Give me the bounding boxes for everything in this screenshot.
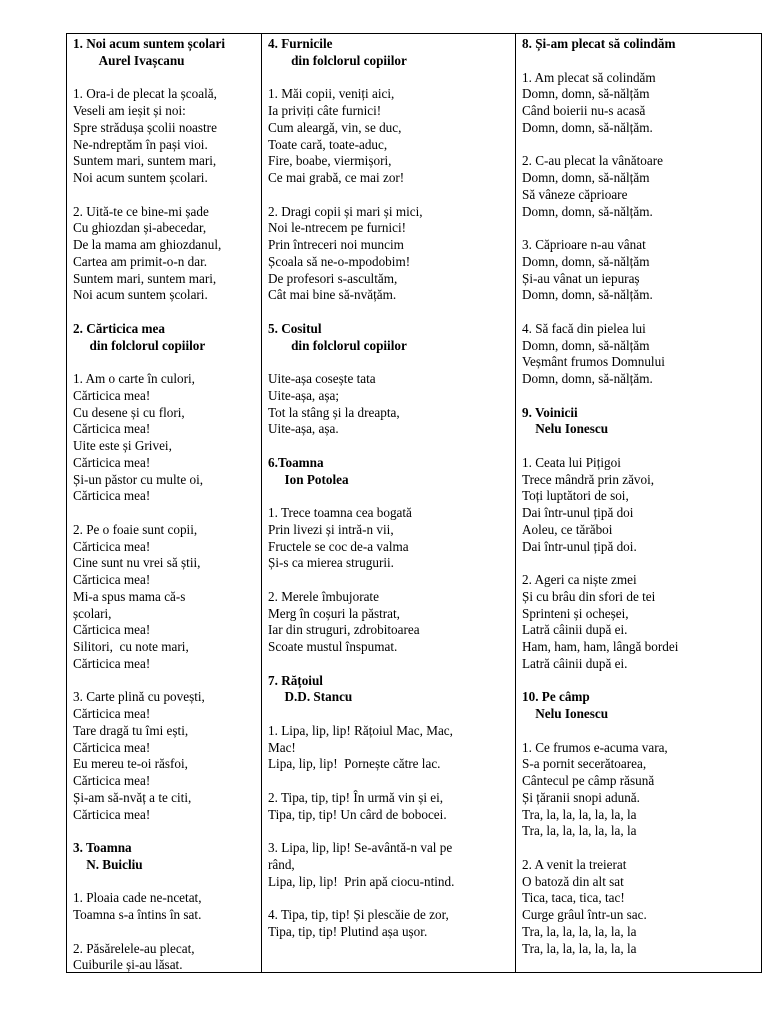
stanza: [73, 371, 261, 505]
verse-line: Cărticica mea!: [73, 454, 151, 470]
verse-line: 2. Tipa, tip, tip! În urmă vin și ei,: [268, 789, 444, 805]
verse-line: Lipa, lip, lip! Pornește către lac.: [268, 756, 441, 772]
verse-line: 3. Lipa, lip, lip! Se-avântă-n val pe: [268, 840, 453, 855]
stanza: [268, 840, 515, 890]
verse-line: 1. Am plecat să colindăm: [522, 69, 656, 85]
verse-line: Tipa, tip, tip! Un cârd de bobocei.: [268, 806, 447, 822]
poem: [268, 673, 515, 941]
poem: [522, 405, 761, 673]
verse-line: Tica, taca, tica, tac!: [522, 890, 625, 906]
verse-line: Domn, domn, să-nălțăm.: [522, 203, 653, 219]
verse-line: 2. Dragi copii și mari și mici,: [268, 203, 423, 219]
poem-title: 6.Toamna: [268, 454, 324, 470]
verse-line: Veșmânt frumos Domnului: [522, 354, 665, 370]
verse-line: 2. Uită-te ce bine-mi șade: [73, 203, 209, 219]
poem: [268, 455, 515, 656]
verse-line: Cartea am primit-o-n dar.: [73, 253, 208, 269]
verse-line: Domn, domn, să-nălțăm: [522, 337, 650, 353]
verse-line: Prin livezi și intră-n vii,: [268, 521, 394, 537]
poem-author: D.D. Stancu: [268, 689, 353, 705]
verse-line: 2. Păsărelele-au plecat,: [73, 940, 195, 956]
verse-line: Ham, ham, ham, lângă bordei: [522, 639, 679, 654]
verse-line: 3. Carte plină cu povești,: [73, 689, 205, 705]
verse-line: Cărticica mea!: [73, 622, 151, 638]
verse-line: Trece mândră prin zăvoi,: [522, 471, 655, 487]
verse-line: Și-am să-nvăț a te citi,: [73, 789, 192, 805]
verse-line: Cărticica mea!: [73, 572, 151, 587]
poem-title: 2. Cărticica mea: [73, 320, 165, 336]
stanza: [73, 890, 261, 924]
verse-line: Domn, domn, să-nălțăm: [522, 253, 650, 269]
verse-line: Cărticica mea!: [73, 706, 151, 721]
verse-line: Curge grâul într-un sac.: [522, 907, 647, 922]
stanza: [73, 86, 261, 187]
verse-line: 2. Pe o foaie sunt copii,: [73, 521, 198, 537]
stanza: [73, 941, 261, 973]
verse-line: 2. Ageri ca niște zmei: [522, 572, 637, 587]
verse-line: De la mama am ghiozdanul,: [73, 237, 222, 252]
stanza: [268, 790, 515, 824]
poem-author: Nelu Ionescu: [522, 421, 609, 437]
verse-line: Silitori, cu note mari,: [73, 639, 189, 654]
verse-line: Cât mai bine să-nvățăm.: [268, 287, 397, 303]
verse-line: Cu desene și cu flori,: [73, 404, 185, 420]
verse-line: 1. Ploaia cade ne-ncetat,: [73, 890, 202, 906]
verse-line: 1. Măi copii, veniți aici,: [268, 86, 395, 102]
verse-line: Scoate mustul înspumat.: [268, 639, 398, 654]
poem: [268, 36, 515, 304]
poem-author: Nelu Ionescu: [522, 706, 609, 721]
verse-line: 2. C-au plecat la vânătoare: [522, 153, 663, 169]
verse-line: Iar din struguri, zdrobitoarea: [268, 622, 420, 638]
stanza: [522, 153, 761, 220]
verse-line: Ne-ndreptăm în pași vioi.: [73, 136, 208, 152]
stanza: [268, 204, 515, 305]
stanza: [522, 572, 761, 673]
poem-author: N. Buicliu: [73, 856, 143, 872]
poem-title: 10. Pe câmp: [522, 689, 590, 705]
stanza: [522, 455, 761, 556]
verse-line: Uite-așa, așa.: [268, 421, 339, 437]
verse-line: Suntem mari, suntem mari,: [73, 153, 217, 169]
poem-title: 5. Cositul: [268, 320, 322, 336]
verse-line: Sprinteni și ocheșei,: [522, 605, 629, 621]
verse-line: Toamna s-a întins în sat.: [73, 907, 202, 922]
verse-line: Noi acum suntem școlari.: [73, 170, 208, 185]
verse-line: Și cu brâu din sfori de tei: [522, 588, 656, 604]
verse-line: Cine sunt nu vrei să știi,: [73, 555, 201, 571]
verse-line: Domn, domn, să-nălțăm.: [522, 287, 653, 303]
verse-line: Toate cară, toate-aduc,: [268, 136, 388, 152]
verse-line: Tra, la, la, la, la, la, la: [522, 923, 637, 939]
verse-line: 3. Căprioare n-au vânat: [522, 237, 646, 252]
verse-line: 1. Ceata lui Pițigoi: [522, 454, 621, 470]
verse-line: Noi le-ntrecem pe furnici!: [268, 220, 407, 236]
column-1: [67, 34, 262, 972]
poem: [268, 321, 515, 438]
poem-author: Ion Potolea: [268, 471, 349, 487]
verse-line: Și-au vânat un iepuraș: [522, 270, 640, 286]
stanza: [268, 505, 515, 572]
verse-line: Tipa, tip, tip! Plutind așa ușor.: [268, 923, 428, 939]
verse-line: Cărticica mea!: [73, 387, 151, 403]
verse-line: O batoză din alt sat: [522, 873, 624, 889]
verse-line: Cărticica mea!: [73, 739, 151, 755]
verse-line: Ce mai grabă, ce mai zor!: [268, 170, 405, 185]
stanza: [268, 907, 515, 941]
verse-line: 1. Am o carte în culori,: [73, 371, 195, 386]
verse-line: Cărticica mea!: [73, 421, 151, 437]
verse-line: Tra, la, la, la, la, la, la: [522, 823, 637, 839]
poem-title: 1. Noi acum suntem școlari: [73, 36, 226, 51]
verse-line: Merg în coșuri la păstrat,: [268, 605, 400, 621]
stanza: [522, 70, 761, 137]
poem-title: 9. Voinicii: [522, 404, 578, 420]
poem: [522, 689, 761, 957]
songbook-table: [66, 33, 762, 973]
stanza: [268, 371, 515, 438]
verse-line: Cântecul pe câmp răsună: [522, 773, 655, 788]
verse-line: S-a pornit secerătoarea,: [522, 756, 647, 772]
verse-line: Dai într-unul țipă doi.: [522, 538, 637, 554]
verse-line: Mi-a spus mama că-s: [73, 588, 186, 604]
verse-line: 1. Ce frumos e-acuma vara,: [522, 739, 668, 755]
verse-line: Tot la stâng și la dreapta,: [268, 404, 400, 420]
stanza: [268, 589, 515, 656]
verse-line: Cărticica mea!: [73, 488, 151, 504]
verse-line: 2. Merele îmbujorate: [268, 588, 379, 604]
verse-line: Domn, domn, să-nălțăm: [522, 170, 650, 185]
verse-line: Cuiburile și-au lăsat.: [73, 957, 183, 972]
poem: [522, 36, 761, 388]
stanza: [522, 321, 761, 388]
verse-line: Uite-așa, așa;: [268, 387, 340, 403]
verse-line: Domn, domn, să-nălțăm.: [522, 371, 653, 386]
verse-line: Noi acum suntem școlari.: [73, 287, 208, 303]
verse-line: Tra, la, la, la, la, la, la: [522, 806, 637, 822]
stanza: [522, 857, 761, 958]
verse-line: Când boierii nu-s acasă: [522, 103, 646, 118]
verse-line: 4. Tipa, tip, tip! Și plescăie de zor,: [268, 907, 449, 922]
column-2: [262, 34, 516, 972]
verse-line: 1. Lipa, lip, lip! Rățoiul Mac, Mac,: [268, 722, 453, 738]
stanza: [73, 689, 261, 823]
verse-line: De profesori s-ascultăm,: [268, 270, 398, 286]
verse-line: Cum aleargă, vin, se duc,: [268, 119, 402, 135]
verse-line: Tare dragă tu îmi ești,: [73, 722, 189, 738]
verse-line: Cărticica mea!: [73, 538, 151, 554]
verse-line: Fructele se coc de-a valma: [268, 538, 409, 554]
poem: [73, 36, 261, 304]
verse-line: Eu mereu te-oi răsfoi,: [73, 756, 188, 772]
stanza: [268, 723, 515, 773]
verse-line: 1. Trece toamna cea bogată: [268, 505, 412, 520]
verse-line: Să vâneze căprioare: [522, 186, 628, 202]
verse-line: Și-s ca mierea strugurii.: [268, 555, 394, 571]
verse-line: Fire, boabe, viermișori,: [268, 153, 392, 169]
verse-line: 2. A venit la treierat: [522, 856, 627, 872]
verse-line: Și-un păstor cu multe oi,: [73, 471, 204, 487]
poem: [73, 840, 261, 972]
poem-author: Aurel Ivașcanu: [73, 52, 185, 68]
stanza: [522, 237, 761, 304]
verse-line: Tra, la, la, la, la, la, la: [522, 940, 637, 956]
verse-line: rând,: [268, 856, 295, 872]
verse-line: Cărticica mea!: [73, 806, 151, 822]
verse-line: Uite este și Grivei,: [73, 438, 172, 453]
verse-line: Cărticica mea!: [73, 655, 151, 671]
poem-title: 8. Și-am plecat să colindăm: [522, 36, 676, 51]
verse-line: Suntem mari, suntem mari,: [73, 270, 217, 286]
verse-line: Școala să ne-o-mpodobim!: [268, 253, 411, 269]
verse-line: 1. Ora-i de plecat la școală,: [73, 86, 217, 102]
stanza: [73, 522, 261, 673]
poem-title: 4. Furnicile: [268, 36, 333, 51]
poem-title: 7. Rățoiul: [268, 672, 323, 688]
verse-line: Cu ghiozdan și-abecedar,: [73, 220, 207, 236]
verse-line: Lipa, lip, lip! Prin apă ciocu-ntind.: [268, 873, 455, 889]
verse-line: Cărticica mea!: [73, 773, 151, 788]
verse-line: Ia priviți câte furnici!: [268, 103, 382, 118]
verse-line: Toți luptători de soi,: [522, 488, 629, 504]
stanza: [268, 86, 515, 187]
verse-line: 4. Să facă din pielea lui: [522, 320, 646, 336]
verse-line: Dai într-unul țipă doi: [522, 505, 634, 520]
verse-line: Și țăranii snopi adună.: [522, 789, 640, 805]
column-3: [516, 34, 761, 972]
verse-line: Domn, domn, să-nălțăm.: [522, 119, 653, 135]
verse-line: școlari,: [73, 605, 112, 621]
verse-line: Latră câinii după ei.: [522, 622, 628, 638]
poem: [73, 321, 261, 824]
stanza: [73, 204, 261, 305]
poem-title: 3. Toamna: [73, 840, 132, 855]
poem-author: din folclorul copiilor: [73, 337, 206, 353]
poem-author: din folclorul copiilor: [268, 337, 407, 353]
verse-line: Veseli am ieșit și noi:: [73, 103, 186, 118]
verse-line: Uite-așa cosește tata: [268, 371, 376, 386]
verse-line: Mac!: [268, 739, 296, 755]
verse-line: Prin întreceri noi muncim: [268, 237, 404, 252]
verse-line: Latră câinii după ei.: [522, 655, 628, 671]
verse-line: Domn, domn, să-nălțăm: [522, 86, 650, 102]
verse-line: Spre strădușa școlii noastre: [73, 119, 217, 135]
stanza: [522, 740, 761, 841]
verse-line: Aoleu, ce tărăboi: [522, 521, 613, 537]
poem-author: din folclorul copiilor: [268, 52, 407, 68]
